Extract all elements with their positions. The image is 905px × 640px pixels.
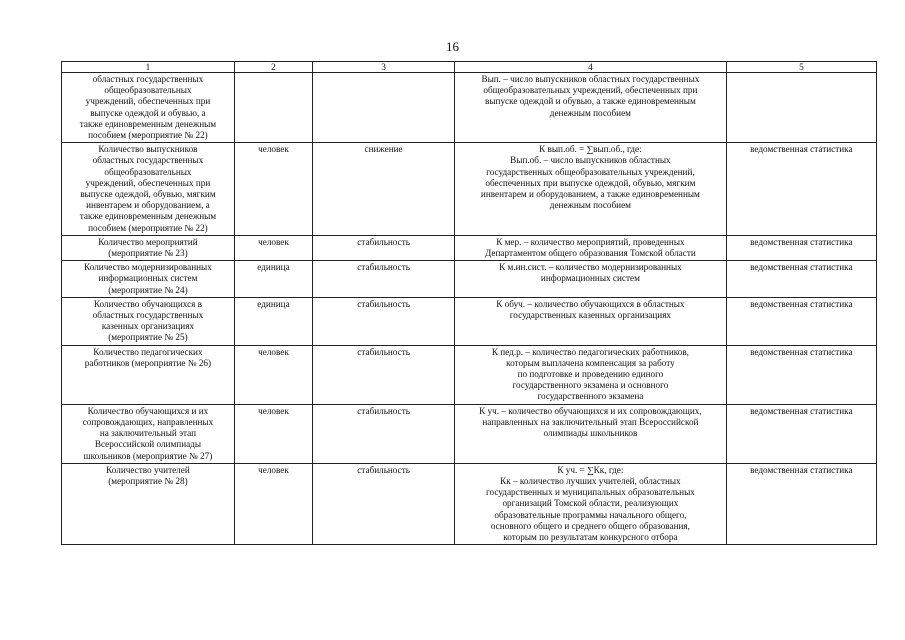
cell-text-line: сопровождающих, направленных <box>82 416 214 427</box>
cell-text-line: Количество обучающихся и их <box>87 405 209 416</box>
cell-text-line: которым выплачена компенсация за работу <box>506 357 675 368</box>
cell-text-line: стабильность <box>357 405 410 416</box>
cell-text-line: (мероприятие № 25) <box>108 332 188 343</box>
cell-text-line: государственного экзамена <box>537 391 644 402</box>
cell-text-line: по подготовке и проведению единого <box>517 369 664 380</box>
indicator-name-cell <box>62 463 235 544</box>
cell-text-line: Количество педагогических <box>93 346 203 357</box>
cell-text-line: также единовременным денежным <box>79 118 217 129</box>
unit-cell <box>234 143 312 236</box>
cell-text-line: олимпиады школьников <box>543 428 638 439</box>
cell-text-line: выпуске одеждой, обувью, мягким <box>80 189 216 200</box>
indicators-table <box>61 61 877 545</box>
cell-text-line: инвентарем и оборудованием, а также единовременным <box>480 189 700 200</box>
formula-cell <box>455 404 727 463</box>
cell-text-line: областных государственных <box>92 74 204 84</box>
cell-text-line: человек <box>258 346 289 357</box>
cell-text-line: работников (мероприятие № 26) <box>84 357 212 368</box>
column-header: 1 <box>62 62 235 73</box>
cell-text-line: (мероприятие № 23) <box>108 248 188 259</box>
table-row <box>62 143 877 236</box>
table-row <box>62 463 877 544</box>
source-cell <box>726 143 876 236</box>
cell-text-line: основного общего и среднего общего образования, <box>490 520 690 531</box>
cell-text-line: стабильность <box>357 298 410 309</box>
cell-text-line: школьников (мероприятие № 27) <box>83 450 213 461</box>
table-row <box>62 404 877 463</box>
formula-cell <box>455 143 727 236</box>
table-row <box>62 235 877 260</box>
cell-text-line: ведомственная статистика <box>750 262 853 273</box>
unit-cell <box>234 261 312 298</box>
cell-text-line: областных государственных <box>92 310 204 321</box>
cell-text-line: государственных казенных организациях <box>509 310 672 321</box>
cell-text-line: которым по результатам конкурсного отбора <box>503 531 678 542</box>
cell-text-line: ведомственная статистика <box>750 298 853 309</box>
trend-cell <box>313 73 455 143</box>
formula-cell <box>455 261 727 298</box>
unit-cell <box>234 463 312 544</box>
cell-text-line: общеобразовательных <box>104 166 192 177</box>
source-cell <box>726 235 876 260</box>
table-row <box>62 73 877 143</box>
cell-text-line: человек <box>258 464 289 475</box>
cell-text-line: общеобразовательных <box>104 85 192 96</box>
cell-text-line: направленных на заключительный этап Всероссийской <box>482 416 699 427</box>
cell-text-line: ведомственная статистика <box>750 405 853 416</box>
cell-text-line: Всероссийской олимпиады <box>94 439 202 450</box>
cell-text-line: выпуске одеждой и обувью, а также единовременным <box>485 96 696 107</box>
cell-text-line: также единовременным денежным <box>79 211 217 222</box>
cell-text-line: на заключительный этап <box>99 428 197 439</box>
indicator-name-cell <box>62 404 235 463</box>
trend-cell <box>313 345 455 404</box>
page-number: 16 <box>446 39 459 54</box>
table-row <box>62 345 877 404</box>
column-header: 5 <box>726 62 876 73</box>
cell-text-line: информационных систем <box>98 273 198 284</box>
trend-cell <box>313 143 455 236</box>
cell-text-line: человек <box>258 236 289 247</box>
unit-cell <box>234 235 312 260</box>
cell-text-line: (мероприятие № 24) <box>108 284 188 295</box>
cell-text-line: Количество мероприятий <box>98 236 198 247</box>
cell-text-line: единица <box>257 298 290 309</box>
cell-text-line: пособием (мероприятие № 22) <box>88 130 208 141</box>
trend-cell <box>313 261 455 298</box>
cell-text-line: К м.ин.сист. – количество модернизированных <box>499 262 682 273</box>
cell-text-line: Количество модернизированных <box>84 262 212 273</box>
trend-cell <box>313 297 455 345</box>
cell-text-line: человек <box>258 405 289 416</box>
cell-text-line: стабильность <box>357 346 410 357</box>
cell-text-line: Вып.об. – число выпускников областных <box>510 155 671 166</box>
cell-text-line: Количество выпускников <box>98 144 198 155</box>
indicator-name-cell <box>62 345 235 404</box>
cell-text-line: денежным пособием <box>549 107 631 118</box>
formula-cell <box>455 463 727 544</box>
indicator-name-cell <box>62 235 235 260</box>
unit-cell <box>234 345 312 404</box>
indicator-name-cell <box>62 297 235 345</box>
source-cell <box>726 404 876 463</box>
cell-text-line: учреждений, обеспеченных при <box>85 96 211 107</box>
cell-text-line: Вып. – число выпускников областных государственных <box>481 74 700 84</box>
table-row <box>62 297 877 345</box>
cell-text-line: инвентарем и оборудованием, а <box>86 200 210 211</box>
cell-text-line: Кк – количество лучших учителей, областных <box>500 475 681 486</box>
formula-cell <box>455 345 727 404</box>
formula-cell <box>455 73 727 143</box>
column-header: 4 <box>455 62 727 73</box>
cell-text-line: государственных общеобразовательных учреждений, <box>486 166 695 177</box>
cell-text-line: Департаментом общего образования Томской области <box>485 248 696 259</box>
cell-text-line: общеобразовательных учреждений, обеспеченных при <box>483 85 698 96</box>
trend-cell <box>313 235 455 260</box>
indicator-name-cell <box>62 73 235 143</box>
indicator-name-cell <box>62 261 235 298</box>
cell-text-line: областных государственных <box>92 155 204 166</box>
cell-text-line: денежным пособием <box>549 200 631 211</box>
source-cell <box>726 297 876 345</box>
column-header: 2 <box>234 62 312 73</box>
formula-cell <box>455 235 727 260</box>
cell-text-line: казенных организациях <box>101 321 195 332</box>
cell-text-line: выпуске одеждой и обувью, а <box>90 107 206 118</box>
cell-text-line: стабильность <box>357 464 410 475</box>
cell-text-line: пособием (мероприятие № 22) <box>88 222 208 233</box>
cell-text-line: стабильность <box>357 262 410 273</box>
cell-text-line: человек <box>258 144 289 155</box>
cell-text-line: стабильность <box>357 236 410 247</box>
unit-cell <box>234 297 312 345</box>
cell-text-line: К мер. – количество мероприятий, проведенных <box>496 236 685 247</box>
cell-text-line: учреждений, обеспеченных при <box>85 177 211 188</box>
cell-text-line: К уч. = ∑Кк, где: <box>557 464 624 475</box>
cell-text-line: снижение <box>364 144 403 155</box>
column-header: 3 <box>313 62 455 73</box>
cell-text-line: Количество обучающихся в <box>93 298 203 309</box>
cell-text-line: ведомственная статистика <box>750 144 853 155</box>
cell-text-line: (мероприятие № 28) <box>108 475 188 486</box>
cell-text-line: образовательные программы начального общего, <box>494 509 687 520</box>
trend-cell <box>313 404 455 463</box>
formula-cell <box>455 297 727 345</box>
trend-cell <box>313 463 455 544</box>
cell-text-line: государственного экзамена и основного <box>512 380 669 391</box>
unit-cell <box>234 73 312 143</box>
source-cell <box>726 261 876 298</box>
source-cell <box>726 463 876 544</box>
cell-text-line: обеспеченных при выпуске одеждой, обувью, мягким <box>485 177 696 188</box>
unit-cell <box>234 404 312 463</box>
cell-text-line: К уч. – количество обучающихся и их сопровождающих, <box>479 405 702 416</box>
cell-text-line: информационных систем <box>540 273 640 284</box>
indicator-name-cell <box>62 143 235 236</box>
source-cell <box>726 73 876 143</box>
cell-text-line: К пед.р. – количество педагогических работников, <box>491 346 689 357</box>
cell-text-line: Количество учителей <box>106 464 190 475</box>
cell-text-line: организаций Томской области, реализующих <box>502 498 679 509</box>
table-body <box>62 73 877 545</box>
cell-text-line: ведомственная статистика <box>750 236 853 247</box>
table-row <box>62 261 877 298</box>
source-cell <box>726 345 876 404</box>
table-header-row <box>62 62 877 73</box>
cell-text-line: единица <box>257 262 290 273</box>
cell-text-line: ведомственная статистика <box>750 464 853 475</box>
cell-text-line: ведомственная статистика <box>750 346 853 357</box>
cell-text-line: К вып.об. = ∑вып.об., где: <box>539 144 642 155</box>
cell-text-line: К обуч. – количество обучающихся в областных <box>496 298 685 309</box>
cell-text-line: государственных и муниципальных образовательных <box>485 487 695 498</box>
